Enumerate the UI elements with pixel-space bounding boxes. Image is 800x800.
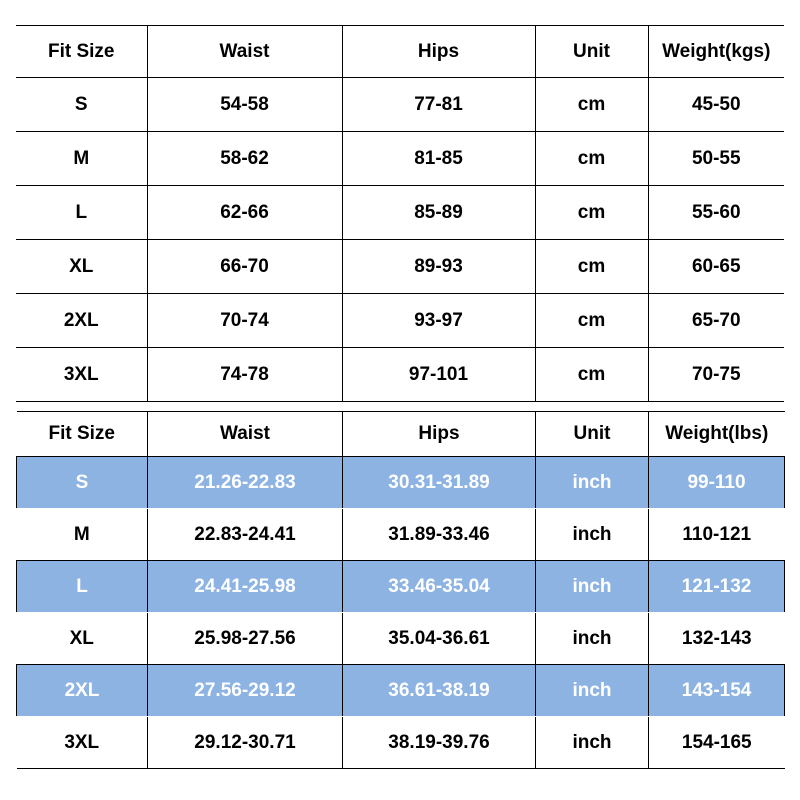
cell-fit-size: 2XL: [16, 294, 147, 348]
cell-unit: cm: [535, 132, 648, 186]
cell-waist: 29.12-30.71: [148, 717, 343, 769]
header-weight: Weight(lbs): [649, 412, 785, 457]
cell-waist: 27.56-29.12: [148, 665, 343, 717]
header-fit-size: Fit Size: [17, 412, 148, 457]
cell-weight: 121-132: [649, 561, 785, 613]
header-unit: Unit: [535, 26, 648, 78]
cell-unit: cm: [535, 348, 648, 402]
header-weight: Weight(kgs): [648, 26, 784, 78]
table-row: [17, 509, 785, 561]
cell-weight: 65-70: [648, 294, 784, 348]
table-row: [16, 294, 784, 348]
cell-waist: 66-70: [147, 240, 342, 294]
cell-fit-size: 3XL: [17, 717, 148, 769]
table-row: [16, 132, 784, 186]
cell-hips: 93-97: [342, 294, 535, 348]
table-row-highlighted: [17, 457, 785, 509]
cell-weight: 50-55: [648, 132, 784, 186]
cell-waist: 24.41-25.98: [148, 561, 343, 613]
cell-weight: 110-121: [649, 509, 785, 561]
cell-hips: 31.89-33.46: [343, 509, 536, 561]
header-fit-size: Fit Size: [16, 26, 147, 78]
cell-fit-size: M: [17, 509, 148, 561]
cell-hips: 97-101: [342, 348, 535, 402]
cell-unit: inch: [536, 509, 649, 561]
cell-hips: 33.46-35.04: [343, 561, 536, 613]
header-waist: Waist: [148, 412, 343, 457]
cell-fit-size: 2XL: [17, 665, 148, 717]
cell-fit-size: S: [16, 78, 147, 132]
cell-hips: 81-85: [342, 132, 535, 186]
table-row: [16, 78, 784, 132]
size-chart-inch-table: [16, 411, 785, 769]
cell-unit: cm: [535, 294, 648, 348]
table-row: [16, 240, 784, 294]
table-header-row: [17, 412, 785, 457]
cell-hips: 85-89: [342, 186, 535, 240]
cell-hips: 36.61-38.19: [343, 665, 536, 717]
cell-fit-size: L: [16, 186, 147, 240]
table-row: [16, 186, 784, 240]
cell-waist: 70-74: [147, 294, 342, 348]
size-chart-cm-table: [16, 25, 784, 402]
cell-weight: 70-75: [648, 348, 784, 402]
cell-weight: 99-110: [649, 457, 785, 509]
table-row: [16, 348, 784, 402]
header-waist: Waist: [147, 26, 342, 78]
cell-unit: cm: [535, 78, 648, 132]
cell-fit-size: M: [16, 132, 147, 186]
cell-weight: 154-165: [649, 717, 785, 769]
cell-waist: 58-62: [147, 132, 342, 186]
cell-waist: 54-58: [147, 78, 342, 132]
cell-waist: 62-66: [147, 186, 342, 240]
cell-unit: inch: [536, 717, 649, 769]
cell-fit-size: XL: [17, 613, 148, 665]
cell-weight: 45-50: [648, 78, 784, 132]
table-row-highlighted: [17, 561, 785, 613]
table-row: [17, 613, 785, 665]
header-unit: Unit: [536, 412, 649, 457]
cell-unit: inch: [536, 665, 649, 717]
cell-unit: inch: [536, 561, 649, 613]
cell-weight: 143-154: [649, 665, 785, 717]
cell-fit-size: S: [17, 457, 148, 509]
cell-waist: 22.83-24.41: [148, 509, 343, 561]
table-row: [17, 717, 785, 769]
cell-weight: 132-143: [649, 613, 785, 665]
cell-unit: inch: [536, 457, 649, 509]
header-hips: Hips: [343, 412, 536, 457]
cell-fit-size: L: [17, 561, 148, 613]
cell-unit: inch: [536, 613, 649, 665]
header-hips: Hips: [342, 26, 535, 78]
cell-waist: 74-78: [147, 348, 342, 402]
cell-hips: 38.19-39.76: [343, 717, 536, 769]
cell-hips: 77-81: [342, 78, 535, 132]
cell-weight: 60-65: [648, 240, 784, 294]
cell-unit: cm: [535, 240, 648, 294]
table-row-highlighted: [17, 665, 785, 717]
cell-weight: 55-60: [648, 186, 784, 240]
table-header-row: [16, 26, 784, 78]
cell-hips: 89-93: [342, 240, 535, 294]
cell-hips: 30.31-31.89: [343, 457, 536, 509]
cell-hips: 35.04-36.61: [343, 613, 536, 665]
cell-waist: 21.26-22.83: [148, 457, 343, 509]
cell-waist: 25.98-27.56: [148, 613, 343, 665]
cell-fit-size: XL: [16, 240, 147, 294]
cell-unit: cm: [535, 186, 648, 240]
cell-fit-size: 3XL: [16, 348, 147, 402]
